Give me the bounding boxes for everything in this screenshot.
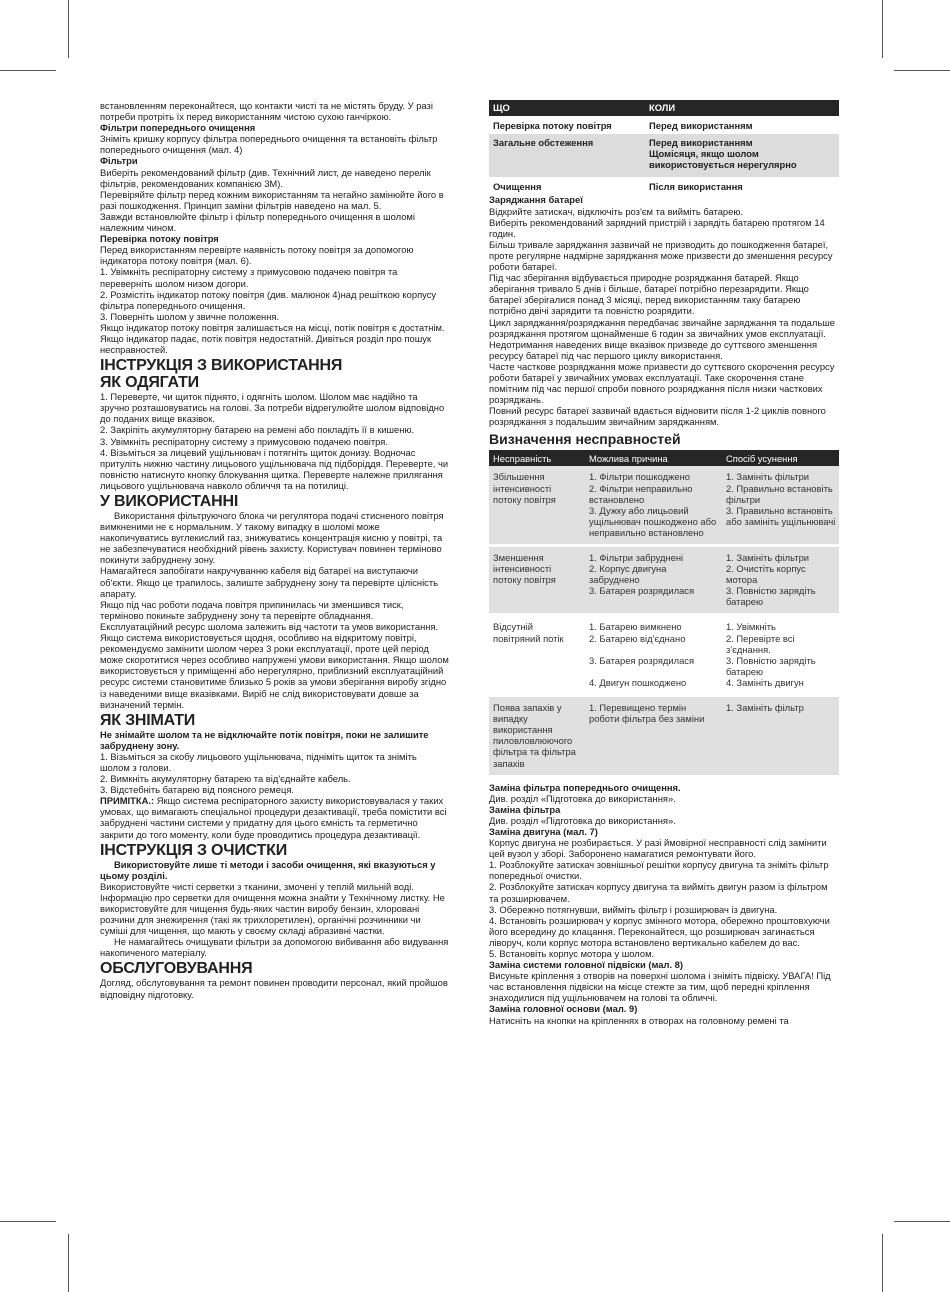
paragraph: Натисніть на кнопки на кріпленнях в отворах на головному ремені та xyxy=(489,1014,789,1026)
paragraph: Повний ресурс батареї зазвичай вдається відновити після 1-2 циклів повного розряджання з подальшим звичайним заряджанням. xyxy=(489,405,826,428)
troubleshooting-table xyxy=(489,450,839,777)
paragraph: Зніміть кришку корпусу фільтра попереднього очищення та встановіть фільтр попереднього очищення (мал. 4) xyxy=(100,133,438,156)
paragraph: 3. Увімкніть респіраторну систему з примусовою подачею повітря. xyxy=(100,435,388,447)
section-heading: ОБСЛУГОВУВАННЯ xyxy=(100,960,253,978)
paragraph: встановленням переконайтеся, що контакти чисті та не містять бруду. У разі потреби протріть їх перед використанням чистою сухою ганчіркою. xyxy=(100,100,433,123)
paragraph: Висуньте кріплення з отворів на поверхні шолома і зніміть підвіску. УВАГА! Під час встановлення підвіски на місце стежте за тим, щоб передні кріплення знаходилися під ущільнювачем на голові та обличчі. xyxy=(489,970,831,1004)
paragraph: Часте часткове розряджання може призвести до суттєвого скорочення ресурсу роботи батареї у звичайних умовах експлуатації. Таке скорочення стане помітним під час першої спроби повного розряджання після низки часткових розряджань. xyxy=(489,360,835,406)
subheading: Заміна фільтра xyxy=(489,803,561,815)
crop-mark xyxy=(68,0,69,58)
note-paragraph xyxy=(100,795,449,839)
paragraph: 3. Обережно потягнувши, вийміть фільтр і розширювач із двигуна. xyxy=(489,903,778,915)
table-header-row xyxy=(489,450,839,466)
paragraph: 3. Поверніть шолом у звичне положення. xyxy=(100,310,280,322)
paragraph: Завжди встановлюйте фільтр і фільтр попереднього очищення в шоломі належним чином. xyxy=(100,210,415,234)
section-heading: ЯК ЗНІМАТИ xyxy=(100,711,196,729)
subheading: Заміна головної основи (мал. 9) xyxy=(489,1003,638,1015)
table-row xyxy=(489,134,839,177)
crop-mark xyxy=(68,1234,69,1292)
paragraph: Відкрийте затискач, відключіть роз'єм та вийміть батарею. xyxy=(489,205,743,217)
table-cell: Перед використанням xyxy=(649,120,753,131)
left-column xyxy=(100,100,449,1000)
table-cell: 1. Замініть фільтр xyxy=(722,696,839,777)
table-cell: 1. Замініть фільтри 2. Правильно встановіть фільтри 3. Правильно встановіть або замініть ущільнювачі xyxy=(722,466,839,545)
paragraph: Експлуатаційний ресурс шолома залежить від частоти та умов використання. Якщо система використовується щодня, особливо на відкритому повітрі, рекомендуємо замінити шолом через 3 роки експлуатації, проте цей період може скоротитися через особливо напружені умови використання. Якщо шолом використовується у приміщенні або нерегулярно, приблизний експлуатаційний ресурс системи становитиме близько 5 років за умови зберігання виробу згідно із наведеними вище вказівками. Виріб не слід використовувати довше за визначений термін. xyxy=(100,620,449,710)
table-cell: Перед використанням Щомісяця, якщо шолом використовується нерегулярно xyxy=(645,134,839,177)
table-cell: Поява запахів у випадку використання пиловловлюючого фільтра та фільтра запахів xyxy=(489,696,585,777)
note-label: ПРИМІТКА.: xyxy=(100,795,155,807)
paragraph: Цикл заряджання/розряджання передбачає звичайне заряджання та подальше розряджання протягом щонайменше 6 годин за звичайних умов експлуатації. xyxy=(489,316,835,339)
paragraph: Якщо індикатор падає, потік повітря недостатній. Дивіться розділ про пошук несправностей. xyxy=(100,332,432,356)
subheading: Заряджання батареї xyxy=(489,194,583,206)
warning-text: Не знімайте шолом та не відключайте потік повітря, поки не залишите забруднену зону. xyxy=(100,728,429,751)
section-heading: ІНСТРУКЦІЯ З ВИКОРИСТАННЯ xyxy=(100,357,343,375)
paragraph: 1. Візьміться за скобу лицьового ущільнювача, підніміть щиток та зніміть шолом з голови. xyxy=(100,750,417,773)
paragraph: Виберіть рекомендований зарядний пристрій і зарядіть батарею протягом 14 годин. xyxy=(489,216,825,239)
table-header-row xyxy=(489,100,839,116)
table-row xyxy=(489,466,839,545)
paragraph: 4. Встановіть розширювач у корпус змінного мотора, обережно проштовхуючи його всередину до клацання. Переконайтеся, що розширювач загинається ліворуч, коли корпус мотора встановлено вертикально кабелем до вас. xyxy=(489,914,830,948)
paragraph: Перед використанням перевірте наявність потоку повітря за допомогою індикатора потоку повітря (мал. 6). xyxy=(100,244,414,267)
section-heading: Визначення несправностей xyxy=(489,431,681,448)
paragraph: Перевіряйте фільтр перед кожним використанням та негайно замінюйте його в разі пошкодження. Принцип заміни фільтрів наведено на мал. 5. xyxy=(100,188,444,211)
table-row xyxy=(489,546,839,615)
paragraph: Виберіть рекомендований фільтр (див. Технічний лист, де наведено перелік фільтрів, рекомендованих компанією 3М). xyxy=(100,166,431,189)
crop-mark xyxy=(882,0,883,58)
paragraph: 2. Закріпіть акумуляторну батарею на ремені або покладіть її в кишеню. xyxy=(100,424,415,436)
table-cell: 1. Замініть фільтри 2. Очистіть корпус мотора 3. Повністю зарядіть батарею xyxy=(722,546,839,615)
paragraph: Догляд, обслуговування та ремонт повинен проводити персонал, який пройшов відповідну підготовку. xyxy=(100,977,448,1000)
note-text: Якщо система респіраторного захисту використовувалася у таких умовах, що вимагають спеціальної процедури дезактивації, треба помістити всі забруднені частини системи у придатну для цього ємність та герметично закрити до того моменту, коли буде проводитись процедура дезактивації. xyxy=(100,795,447,840)
table-cell: Збільшення інтенсивності потоку повітря xyxy=(489,466,585,545)
paragraph: 5. Встановіть корпус мотора у шолом. xyxy=(489,948,655,959)
paragraph: Використання фільтруючого блока чи регулятора подачі стисненого повітря вимкненими не є нормальним. У такому випадку в шоломі може накопичуватись вуглекислий газ, знижуватись концентрація кисню у повітрі, та не забезпечуватися необхідний рівень захисту. Користувач повинен терміново покинути забруднену зону. xyxy=(100,510,444,566)
paragraph: 4. Візьміться за лицевий ущільнювач і потягніть щиток донизу. Водночас притуліть нижню частину лицьового ущільнювача під підборіддя. Переверте, чи повністю натиснуто кнопку блокування щитка. Переверте належне прилягання лицьового ущільнювача навколо обличчя та на потилиці. xyxy=(100,446,449,491)
subheading: Заміна двигуна (мал. 7) xyxy=(489,825,598,837)
paragraph: 1. Розблокуйте затискач зовнішньої решітки корпусу двигуна та зніміть фільтр попередньої очистки. xyxy=(489,859,829,882)
paragraph: Якщо індикатор потоку повітря залишається на місці, потік повітря є достатнім. xyxy=(100,321,445,333)
paragraph: Див. розділ «Підготовка до використання». xyxy=(489,792,676,804)
section-heading: ЯК ОДЯГАТИ xyxy=(100,374,199,392)
subheading: Заміна фільтра попереднього очищення. xyxy=(489,781,681,793)
paragraph: Недотримання наведених вище вказівок призведе до суттєвого зменшення ресурсу батареї під час першого циклу використання. xyxy=(489,338,818,361)
table-cell: 1. Батарею вимкнено 2. Батарею від'єднано 3. Батарея розрядилася 4. Двигун пошкоджено xyxy=(585,615,722,696)
paragraph: Під час зберігання відбувається природне розряджання батарей. Якщо зберігання тривало 5 днів і більше, батареї потрібно перезарядити. Якщо батареї зберігалися понад 3 місяці, перед використанням таку батарею потрібно двічі зарядити та повністю розрядити. xyxy=(489,272,809,317)
table-header: КОЛИ xyxy=(645,100,839,116)
table-cell: 1. Увімкніть 2. Перевірте всі з'єднання. 3. Повністю зарядіть батарею 4. Замініть двигун xyxy=(722,615,839,696)
table-row xyxy=(489,615,839,696)
table-cell: Відсутній повітряний потік xyxy=(489,615,585,696)
paragraph: 2. Розмістіть індикатор потоку повітря (див. малюнок 4)над решіткою корпусу фільтра попереднього очищення. xyxy=(100,288,437,311)
crop-mark xyxy=(882,1234,883,1292)
table-row xyxy=(489,116,839,134)
subheading: Перевірка потоку повітря xyxy=(100,233,219,245)
maintenance-schedule-table xyxy=(489,100,839,194)
section-heading: ІНСТРУКЦІЯ З ОЧИСТКИ xyxy=(100,841,288,859)
paragraph: Якщо під час роботи подача повітря припинилась чи зменшився тиск, терміново покиньте забруднену зону та перевірте обладнання. xyxy=(100,598,404,621)
paragraph: Корпус двигуна не розбирається. У разі ймовірної несправності слід замінити цей вузол у зборі. Заборонено намагатися ремонтувати його. xyxy=(489,837,827,860)
table-cell: 1. Перевищено термін роботи фільтра без заміни xyxy=(585,696,722,777)
paragraph: 2. Вимкніть акумуляторну батарею та від'єднайте кабель. xyxy=(100,773,351,785)
right-column xyxy=(489,100,839,1026)
table-cell: 1. Фільтри забруднені 2. Корпус двигуна забруднено 3. Батарея розрядилася xyxy=(585,546,722,615)
paragraph: Див. розділ «Підготовка до використання». xyxy=(489,814,676,826)
table-cell: Загальне обстеження xyxy=(489,134,645,177)
paragraph: Намагайтеся запобігати накручуванню кабеля від батареї на виступаючи об'єкти. Якщо це трапилось, залиште забруднену зону та перевірте цілісність апарату. xyxy=(100,565,439,599)
paragraph: 3. Відстебніть батарею від поясного ремеця. xyxy=(100,784,295,796)
paragraph: 2. Розблокуйте затискач корпусу двигуна та вийміть двигун разом із фільтром та розширювачем. xyxy=(489,881,828,904)
table-header: ЩО xyxy=(489,100,645,116)
warning-text: Використовуйте лише ті методи і засоби очищення, які вказуються у цьому розділі. xyxy=(100,858,436,881)
table-cell: Перевірка потоку повітря xyxy=(493,120,612,131)
subheading: Заміна системи головної підвіски (мал. 8) xyxy=(489,959,684,971)
table-cell: 1. Фільтри пошкоджено 2. Фільтри неправильно встановлено 3. Дужку або лицьовий ущільнювач пошкоджено або неправильно встановлено xyxy=(585,466,722,545)
paragraph: Не намагайтесь очищувати фільтри за допомогою вибивання або видування накопиченого матеріалу. xyxy=(100,936,449,959)
table-header: Несправність xyxy=(489,450,585,466)
crop-mark xyxy=(0,70,56,71)
crop-mark xyxy=(894,1221,950,1222)
table-cell: Очищення xyxy=(493,181,542,193)
subheading: Фільтри попереднього очищення xyxy=(100,122,256,134)
crop-mark xyxy=(0,1221,56,1222)
table-row xyxy=(489,696,839,777)
paragraph: 1. Переверте, чи щиток піднято, і одягніть шолом. Шолом має надійно та зручно розташовуватись на голові. За потреби відрегулюйте шолом відповідно до поданих вище вказівок. xyxy=(100,391,445,425)
section-heading: У ВИКОРИСТАННІ xyxy=(100,493,239,510)
table-header: Можлива причина xyxy=(585,450,722,466)
crop-mark xyxy=(894,70,950,71)
subheading: Фільтри xyxy=(100,155,138,167)
paragraph: 1. Увімкніть респіраторну систему з примусовою подачею повітря та переверніть шолом низом догори. xyxy=(100,266,398,289)
paragraph: Більш тривале заряджання зазвичай не призводить до пошкодження батареї, проте регулярне надмірне заряджання може призвести до зменшення ресурсу роботи батареї. xyxy=(489,238,833,273)
table-cell: Зменшення інтенсивності потоку повітря xyxy=(489,546,585,615)
table-header: Спосіб усунення xyxy=(722,450,839,466)
paragraph: Використовуйте чисті серветки з тканини, змочені у теплій мильній воді. Інформацію про серветки для очищення можна знайти у Технічному листку. Не використовуйте для чищення будь-яких частин виробу бензин, хлоровані розчини для знежирення (такі як трихлоретилен), органічні розчинники чи суміші для чищення, що мають у своєму складі абразивні частки. xyxy=(100,880,445,937)
table-row xyxy=(489,177,839,194)
table-cell: Після використання xyxy=(649,181,743,193)
